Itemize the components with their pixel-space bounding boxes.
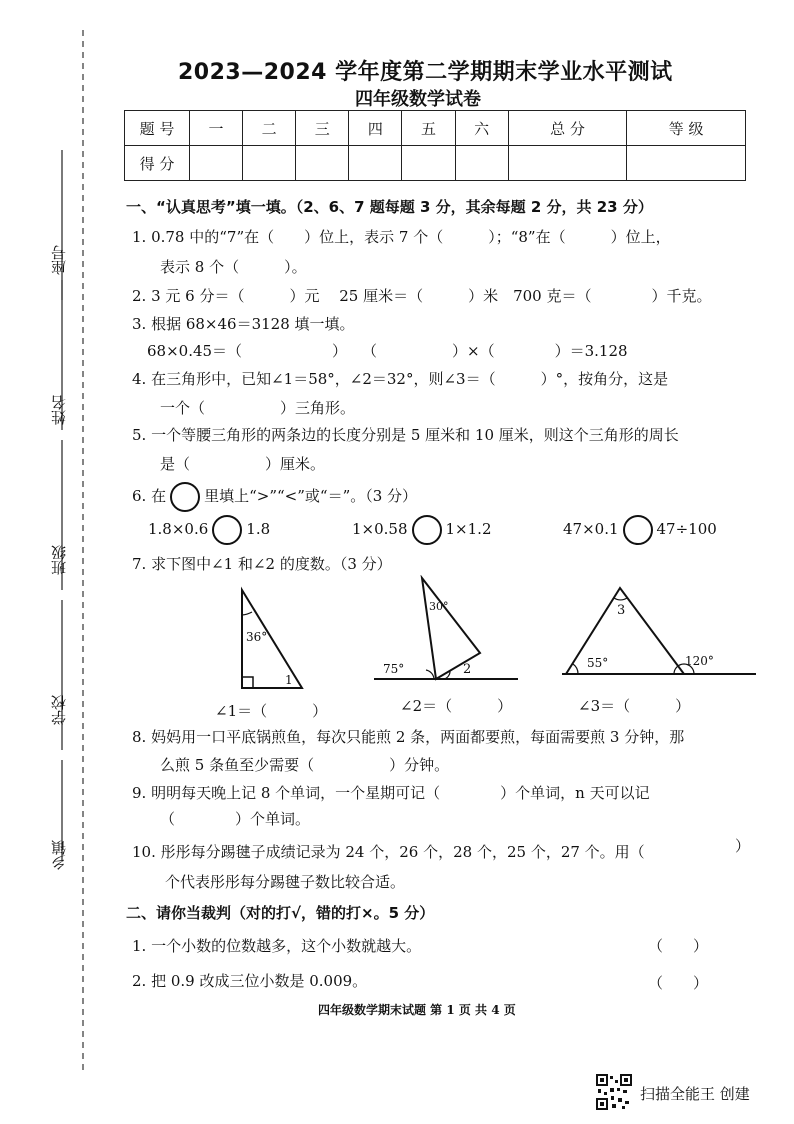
question-4-line2: 一个（ ）三角形。 <box>160 399 356 417</box>
question-8-line1: 8. 妈妈用一口平底锅煎鱼，每次只能煎 2 条，两面都要煎，每面需要煎 3 分钟，那 <box>132 728 685 746</box>
score-cell[interactable] <box>243 146 296 181</box>
section2-answer-paren-1[interactable]: （ ） <box>648 937 709 955</box>
question-9-line1: 9. 明明每天晚上记 8 个单词，一个星期可记（ ）个单词，n 天可以记 <box>132 784 650 802</box>
fig2-angle-mark: 2 <box>463 662 472 677</box>
score-cell[interactable] <box>296 146 349 181</box>
question-1-line2: 表示 8 个（ ）。 <box>160 258 307 276</box>
seat-label: 座号 <box>50 245 68 275</box>
school-underline <box>60 600 64 750</box>
fig2-answer: ∠2＝（ ） <box>400 697 513 715</box>
score-cell[interactable] <box>627 146 746 181</box>
scanner-watermark: 扫描全能王 创建 <box>640 1085 750 1103</box>
compare-circle-icon <box>170 482 200 512</box>
question-5-line2: 是（ ）厘米。 <box>160 455 326 473</box>
score-cell[interactable] <box>349 146 402 181</box>
question-10-paren-close: ） <box>735 837 751 855</box>
score-cell[interactable] <box>402 146 455 181</box>
question-6-item <box>563 515 717 545</box>
compare-right: 1.8 <box>246 520 271 538</box>
question-6-item <box>352 515 491 545</box>
compare-right: 47÷100 <box>656 520 717 538</box>
question-10-line2: 个代表彤彤每分踢毽子数比较合适。 <box>165 873 406 891</box>
section1-heading: 一、“认真思考”填一填。（2、6、7 题每题 3 分，其余每题 2 分，共 23 分） <box>126 198 653 216</box>
school-label: 学校 <box>50 695 68 725</box>
section2-heading: 二、请你当裁判（对的打√，错的打×。5 分） <box>126 904 435 922</box>
fig1-answer: ∠1＝（ ） <box>215 702 328 720</box>
score-table-header-cell: 五 <box>402 111 455 146</box>
name-label: 姓名 <box>50 395 68 425</box>
score-table-header-cell: 总 分 <box>508 111 627 146</box>
score-cell[interactable] <box>455 146 508 181</box>
score-row-label: 得 分 <box>125 146 190 181</box>
fig1-angle-label: 36° <box>246 630 268 644</box>
question-6 <box>132 482 417 512</box>
score-table-header-cell: 三 <box>296 111 349 146</box>
question-6-item <box>148 515 270 545</box>
fig3-angle-left: 55° <box>587 656 609 670</box>
section2-question-1: 1. 一个小数的位数越多，这个小数就越大。 <box>132 937 422 955</box>
fig2-angle-top: 30° <box>429 600 449 613</box>
answer-circle[interactable] <box>212 515 242 545</box>
score-table-header-cell: 一 <box>190 111 243 146</box>
score-table-header-cell: 等 级 <box>627 111 746 146</box>
fig3-angle-right: 120° <box>685 654 714 668</box>
score-table-header-cell: 六 <box>455 111 508 146</box>
fig2-angle-left: 75° <box>383 662 405 676</box>
question-5-line1: 5. 一个等腰三角形的两条边的长度分别是 5 厘米和 10 厘米，则这个三角形的周长 <box>132 426 679 444</box>
answer-circle[interactable] <box>412 515 442 545</box>
exam-title: 2023—2024 学年度第二学期期末学业水平测试 <box>178 60 673 85</box>
score-table-score-row <box>125 146 746 181</box>
compare-right: 1×1.2 <box>445 520 492 538</box>
fig1-angle-mark: 1 <box>285 673 293 687</box>
seat-underline <box>60 150 64 300</box>
score-cell[interactable] <box>190 146 243 181</box>
page-footer: 四年级数学期末试题 第 1 页 共 4 页 <box>318 1003 516 1017</box>
class-label: 班级 <box>50 545 68 575</box>
answer-circle[interactable] <box>623 515 653 545</box>
exam-subtitle: 四年级数学试卷 <box>355 89 481 110</box>
score-cell[interactable] <box>508 146 627 181</box>
fig3-angle-mark: 3 <box>617 603 626 618</box>
question-4-line1: 4. 在三角形中，已知∠1＝58°，∠2＝32°，则∠3＝（ ）°，按角分，这是 <box>132 370 669 388</box>
compare-left: 1.8×0.6 <box>148 520 209 538</box>
score-table-header-cell: 二 <box>243 111 296 146</box>
question-6-suffix: 里填上“>”“<”或“＝”。（3 分） <box>204 487 418 505</box>
score-table-header-row <box>125 111 746 146</box>
fig3-answer: ∠3＝（ ） <box>578 697 691 715</box>
binding-dashed-line <box>78 30 88 1070</box>
question-3-line2: 68×0.45＝（ ） （ ）×（ ）＝3.128 <box>147 342 628 360</box>
question-8-line2: 么煎 5 条鱼至少需要（ ）分钟。 <box>160 756 450 774</box>
compare-left: 1×0.58 <box>352 520 408 538</box>
town-label: 乡镇 <box>50 840 68 870</box>
question-9-line2: （ ）个单词。 <box>160 810 311 828</box>
compare-left: 47×0.1 <box>563 520 619 538</box>
question-1-line1: 1. 0.78 中的“7”在（ ）位上，表示 7 个（ ）；“8”在（ ）位上， <box>132 228 671 246</box>
question-3-line1: 3. 根据 68×46＝3128 填一填。 <box>132 315 355 333</box>
section2-question-2: 2. 把 0.9 改成三位小数是 0.009。 <box>132 972 368 990</box>
section2-answer-paren-2[interactable]: （ ） <box>648 974 709 992</box>
question-6-prefix: 6. 在 <box>132 487 167 505</box>
score-table-header-cell: 四 <box>349 111 402 146</box>
question-10-line1: 10. 彤彤每分踢毽子成绩记录为 24 个，26 个，28 个，25 个，27 个。用（ <box>132 843 645 861</box>
qr-code-icon <box>596 1074 632 1110</box>
score-table <box>124 110 746 181</box>
figure-right-triangle <box>230 585 320 695</box>
score-table-header-cell: 题 号 <box>125 111 190 146</box>
question-7: 7. 求下图中∠1 和∠2 的度数。（3 分） <box>132 555 392 573</box>
question-2: 2. 3 元 6 分＝（ ）元 25 厘米＝（ ）米 700 克＝（ ）千克。 <box>132 287 712 305</box>
